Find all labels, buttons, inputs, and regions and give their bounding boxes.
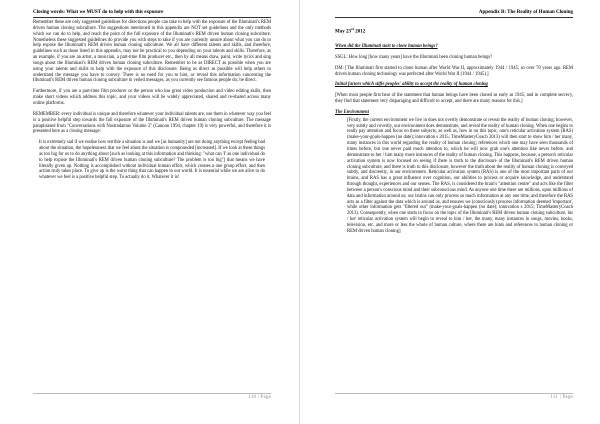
- closing-quote: It is extremely sad if we realise how terrible a situation is and we [as humanity] are not doing anything except feeling bad about the situation, the hopelessness that we feel about the situation is compounded [increased]. If we look at these things as too big for us to do anything about [such as looking at this information and thinking: "what can 'I' as one individual do to help expose the Illuminati's REM driven human cloning subculture? The problem is too big"] that means we have literally given up. Nothing is accomplished without individual human effort, which creates a one group effort, and then action truly takes place. To give up is the worst thing that can happen to our world. It is essential while we are alive to do whatever we feel is a positive helpful step. To actually do it. Whatever it is!: [39, 140, 265, 181]
- right-page-footer: [335, 393, 573, 401]
- right-page-body: [335, 44, 573, 239]
- heading-initial-factors: Initial factors which stifle peoples' ability to accept the reality of human cloning: [335, 82, 488, 88]
- left-paragraph-2: Furthermore, if you are a part-time film producer or the person who has great video production and video editing skills, then make short videos which address this topic, and your videos will be widely appreciated, shared and re-shared across many online platforms.: [33, 89, 271, 106]
- left-page-number: 110 | Page: [248, 395, 271, 400]
- right-page-header: Appendix B: The Reality of Human Cloning: [335, 10, 573, 18]
- entry-date-year: 2012: [355, 29, 366, 35]
- left-page-body: [33, 20, 271, 186]
- right-page-number: 111 | Page: [550, 395, 573, 400]
- left-paragraph-1: Remember these are only suggested guidelines for directions people can take to help with the exposure of the Illuminati's REM driven human cloning subculture. The suggestions mentioned in this appendix are NOT set guidelines and the only methods which we can do to help, and reach the point of the full exposure of the Illuminati's REM driven human cloning subculture. Nonetheless these suggested guidelines do provide you with steps to take if you are currently unsure about what you can do to help expose the Illuminati's REM driven human cloning subculture. We all have different talents and skills, and therefore, guidelines such as those listed in this appendix, may not be practical to you depending on your talents and skills. Therefore, as an example, if you are an artist, a musician, a part-time film producer etc., then by all means draw, paint, write lyrics and sing songs about the Illuminati's REM driven human cloning subculture. Remember to be as DIRECT as possible when you are using your talents and skills to help with the exposure of this disclosure. Being as direct as possible will help others to understand the message you have to convey. There is no need for you to hint, or reveal this information concerning the Illuminati's REM driven human cloning subculture in veiled messages, as you currently see famous people do; be direct.: [33, 20, 271, 84]
- section-environment-title: The Environment: [335, 109, 369, 115]
- question-ssgl: SSGL: How long [how many years] have the Illuminati been cloning human beings?: [335, 54, 493, 60]
- entry-date-suffix: rd: [350, 27, 354, 31]
- left-page-header: Closing words: What we MUST do to help with this exposure: [33, 10, 271, 18]
- intro-paragraph: [When most people first hear of the statement that human beings have been cloned as early as 1945, and in complete secrecy, they find that statement very disparaging and difficult to accept, and there are many reasons for this.]: [335, 93, 573, 105]
- entry-date: [335, 27, 365, 35]
- left-paragraph-3: REMEMBER: every individual is unique and therefore whatever your individual talents are, use them in whatever way you feel is a positive helpful step towards the full exposure of the Illuminati's REM driven human cloning subculture. The message paraphrased from "Conversations with Nostradamus Volume 3" (Cannon 1994, chapter 19) is very powerful, and therefore it is presented here as a closing message:: [33, 111, 271, 135]
- environment-paragraph: [Firstly, the current environment we live in does not overtly demonstrate or reveal the reality of human cloning; however, very subtly and covertly, our environment does demonstrate, and reveal the reality of human cloning. When one begins to really pay attention and focus on these subjects, as well as, how in on this topic, one's reticular activation system (RAS) (make-your-goals-happen (no date); innovation s 2015; TimeMasteryCoach 2013) will then start to show him / her many, many instances in this world regarding the reality of human cloning; references which one may have seen thousands of times before, but one never paid much attention to, which he will now grab one's attention like never before, and demonstrate to her / him many more instances of the reality of human cloning. This happens, because, a person's reticular activation system is now focused on seeing if there is truth to the disclosure of the Illuminati's REM driven human cloning subculture, and there is truth to this disclosure, however the truth about the reality of human cloning is conveyed subtly, and discreetly, in our environment. Reticular activation system (RAS) is one of the most important parts of our brains, and RAS has a great influence over cognition, our abilities to process or acquire knowledge, and understand through thought, experiences and our senses. The RAS, is considered the brain's "attention centre" and acts like the filter between a person's conscious mind and their subconscious mind. As anyone one time there are millions, upon millions of data and information around us; our brains can only process so much information at any one time, and therefore the RAS acts as a filter against the data which is around us, and ensures we (consciously) process information deemed 'important', while other information gets "filtered out" (make-your-goals-happen (no date); innovation s 2015; TimeMasteryCoach 2013). Consequently, when one starts to focus on the topic of the Illuminati's REM driven human cloning subculture, his / her reticular activation system will begin to reveal to him / her, the many, many instances in songs, movies, books, television, etc. and more or less the whole of human culture, where there are hints and references to human cloning or REM driven human cloning]: [347, 117, 573, 234]
- page-gutter: [299, 0, 300, 424]
- answer-dm: DM: [The Illuminati first started to clone human after World War II, approximately 1944 / 1945; so over 70 years ago. REM driven human cloning technology was perfected after World War II (1944 / 1945).]: [335, 65, 573, 77]
- heading-cloning-start: When did the Illuminati start to clone human beings?: [335, 44, 438, 49]
- entry-date-main: May 23: [335, 29, 351, 35]
- left-page-footer: [33, 393, 271, 401]
